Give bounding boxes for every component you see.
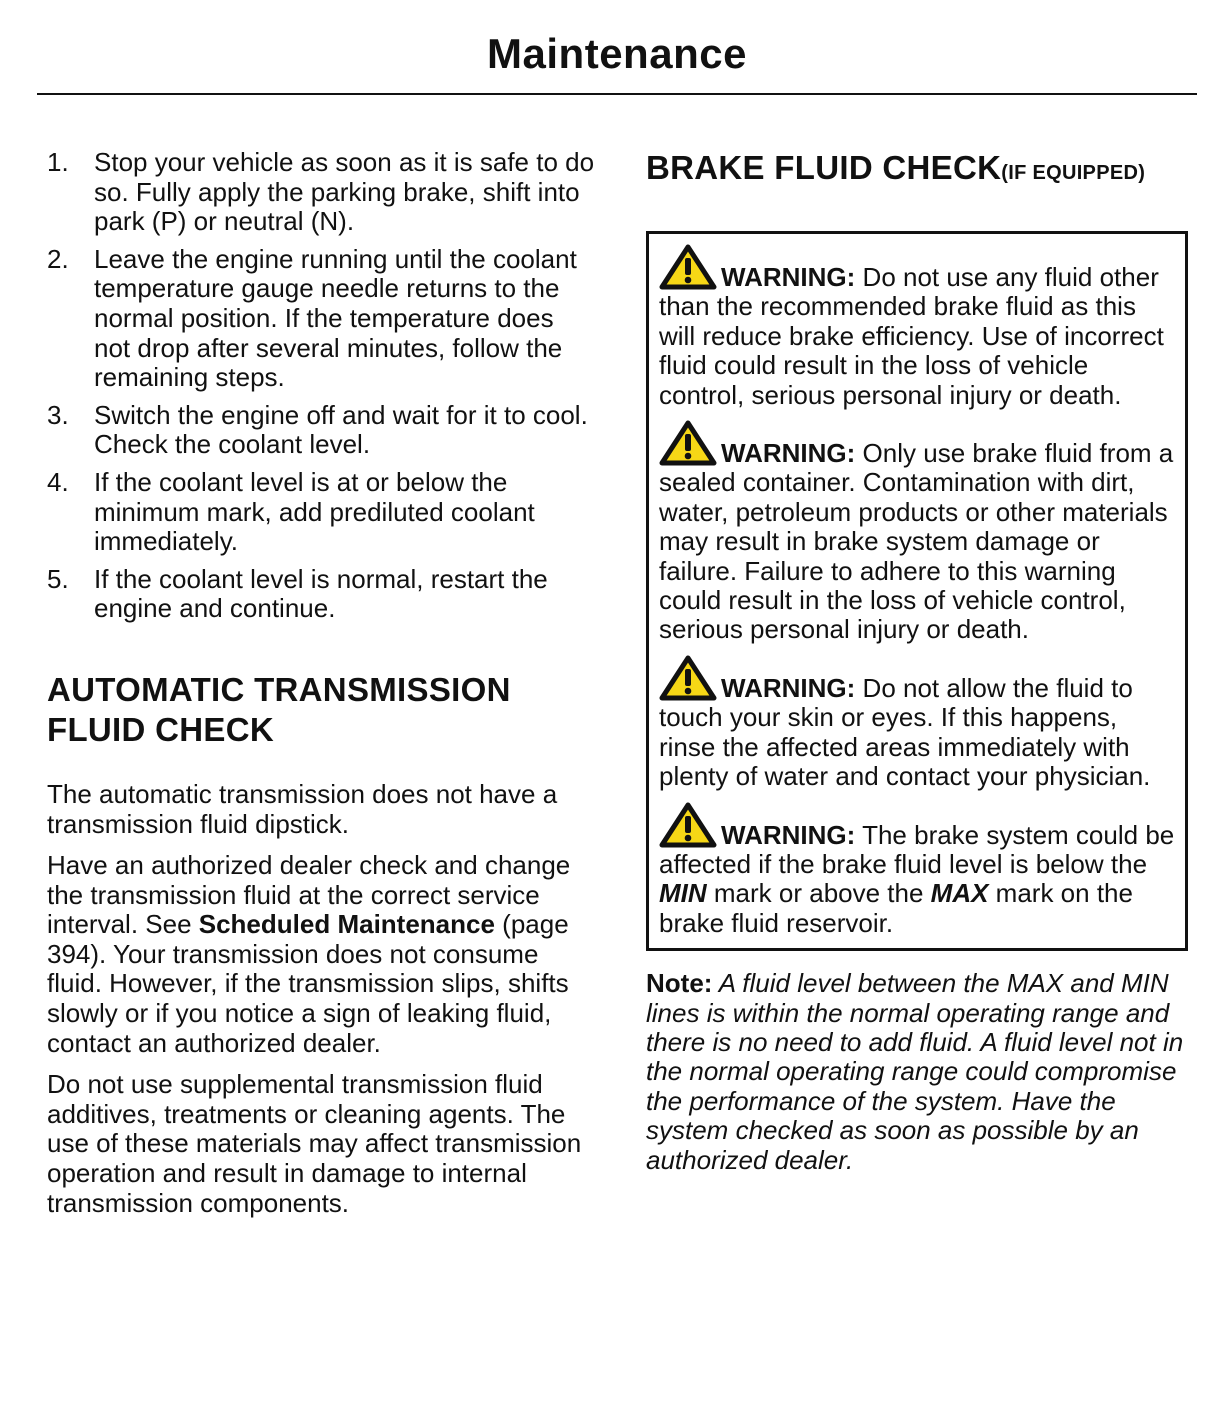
warning-label: WARNING: bbox=[721, 819, 856, 850]
step-number: 1. bbox=[47, 147, 69, 177]
warning-label: WARNING: bbox=[721, 672, 856, 703]
min-mark-label: MIN bbox=[659, 878, 707, 909]
warning-text: Do not use any fluid other than the recommended brake fluid as this will reduce brake efficiency. Use of incorrect fluid could result in the loss of vehicle control, serious personal injury or death. bbox=[659, 262, 1164, 410]
step-text: If the coolant level is normal, restart the engine and continue. bbox=[94, 563, 548, 624]
list-item bbox=[47, 148, 595, 237]
paragraph: Do not use supplemental transmission fluid additives, treatments or cleaning agents. The use of these materials may affect transmission operation and result in damage to internal transmission components. bbox=[47, 1069, 582, 1218]
right-column bbox=[646, 148, 1188, 1187]
warning-box bbox=[646, 231, 1188, 951]
warning-text: The brake system could be affected if the brake fluid level is below the bbox=[659, 819, 1175, 879]
text: Have an authorized dealer check and change the transmission fluid at the correct service interval. See bbox=[47, 850, 571, 940]
section-heading: AUTOMATIC TRANSMISSION FLUID CHECK bbox=[47, 670, 511, 748]
list-item bbox=[47, 401, 595, 460]
step-number: 4. bbox=[47, 466, 69, 497]
paragraph bbox=[47, 851, 595, 1058]
step-number: 3. bbox=[47, 399, 69, 430]
steps-list bbox=[47, 148, 595, 624]
warning-triangle-icon bbox=[659, 244, 717, 290]
step-text: Leave the engine running until the coolant temperature gauge needle returns to the normal position. If the temperature does not drop after several minutes, follow the remaining steps. bbox=[94, 243, 577, 393]
cross-reference-link[interactable]: Scheduled Maintenance bbox=[198, 909, 495, 940]
warning-text: Do not allow the fluid to touch your skin or eyes. If this happens, rinse the affected areas immediately with plenty of water and contact your physician. bbox=[659, 672, 1151, 792]
step-number: 5. bbox=[47, 563, 69, 594]
warning bbox=[659, 802, 1175, 939]
warning bbox=[659, 655, 1175, 792]
warning bbox=[659, 244, 1175, 410]
warning-text: Only use brake fluid from a sealed container. Contamination with dirt, water, petroleum products or other materials may result in brake system damage or failure. Failure to adhere to this warning could result in the loss of vehicle control, serious personal injury or death. bbox=[659, 438, 1174, 645]
note bbox=[646, 969, 1188, 1175]
heading-text: BRAKE FLUID CHECK bbox=[646, 149, 1002, 186]
warning-label: WARNING: bbox=[721, 262, 856, 292]
list-item bbox=[47, 565, 595, 624]
note-label: Note: bbox=[646, 968, 713, 999]
warning-triangle-icon bbox=[659, 802, 717, 848]
step-text: If the coolant level is at or below the minimum mark, add prediluted coolant immediately. bbox=[94, 466, 535, 557]
paragraph: The automatic transmission does not have a transmission fluid dipstick. bbox=[47, 778, 558, 839]
warning bbox=[659, 420, 1175, 645]
note-text: A fluid level between the MAX and MIN lines is within the normal operating range and there is no need to add fluid. A fluid level not in the normal operating range could compromise the performance of the system. Have the system checked as soon as possible by an authorized dealer. bbox=[646, 968, 1184, 1175]
warning-text: mark or above the bbox=[706, 878, 931, 909]
page-title: Maintenance bbox=[487, 30, 747, 77]
step-number: 2. bbox=[47, 243, 69, 274]
left-column bbox=[47, 148, 595, 1230]
warning-triangle-icon bbox=[659, 655, 717, 701]
warning-label: WARNING: bbox=[721, 438, 856, 469]
section-heading bbox=[646, 148, 1188, 193]
heading-suffix: (IF EQUIPPED) bbox=[1001, 162, 1146, 184]
list-item bbox=[47, 245, 595, 393]
warning-triangle-icon bbox=[659, 420, 717, 466]
header-divider bbox=[37, 93, 1197, 95]
step-text: Switch the engine off and wait for it to cool. Check the coolant level. bbox=[94, 399, 588, 460]
list-item bbox=[47, 468, 595, 557]
step-text: Stop your vehicle as soon as it is safe to do so. Fully apply the parking brake, shift into park (P) or neutral (N). bbox=[94, 147, 595, 237]
text: (page 394). Your transmission does not consume fluid. However, if the transmission slips, shifts slowly or if you notice a sign of leaking fluid, contact an authorized dealer. bbox=[47, 909, 569, 1058]
max-mark-label: MAX bbox=[930, 878, 989, 909]
warning-text: mark on the brake fluid reservoir. bbox=[659, 878, 1133, 938]
